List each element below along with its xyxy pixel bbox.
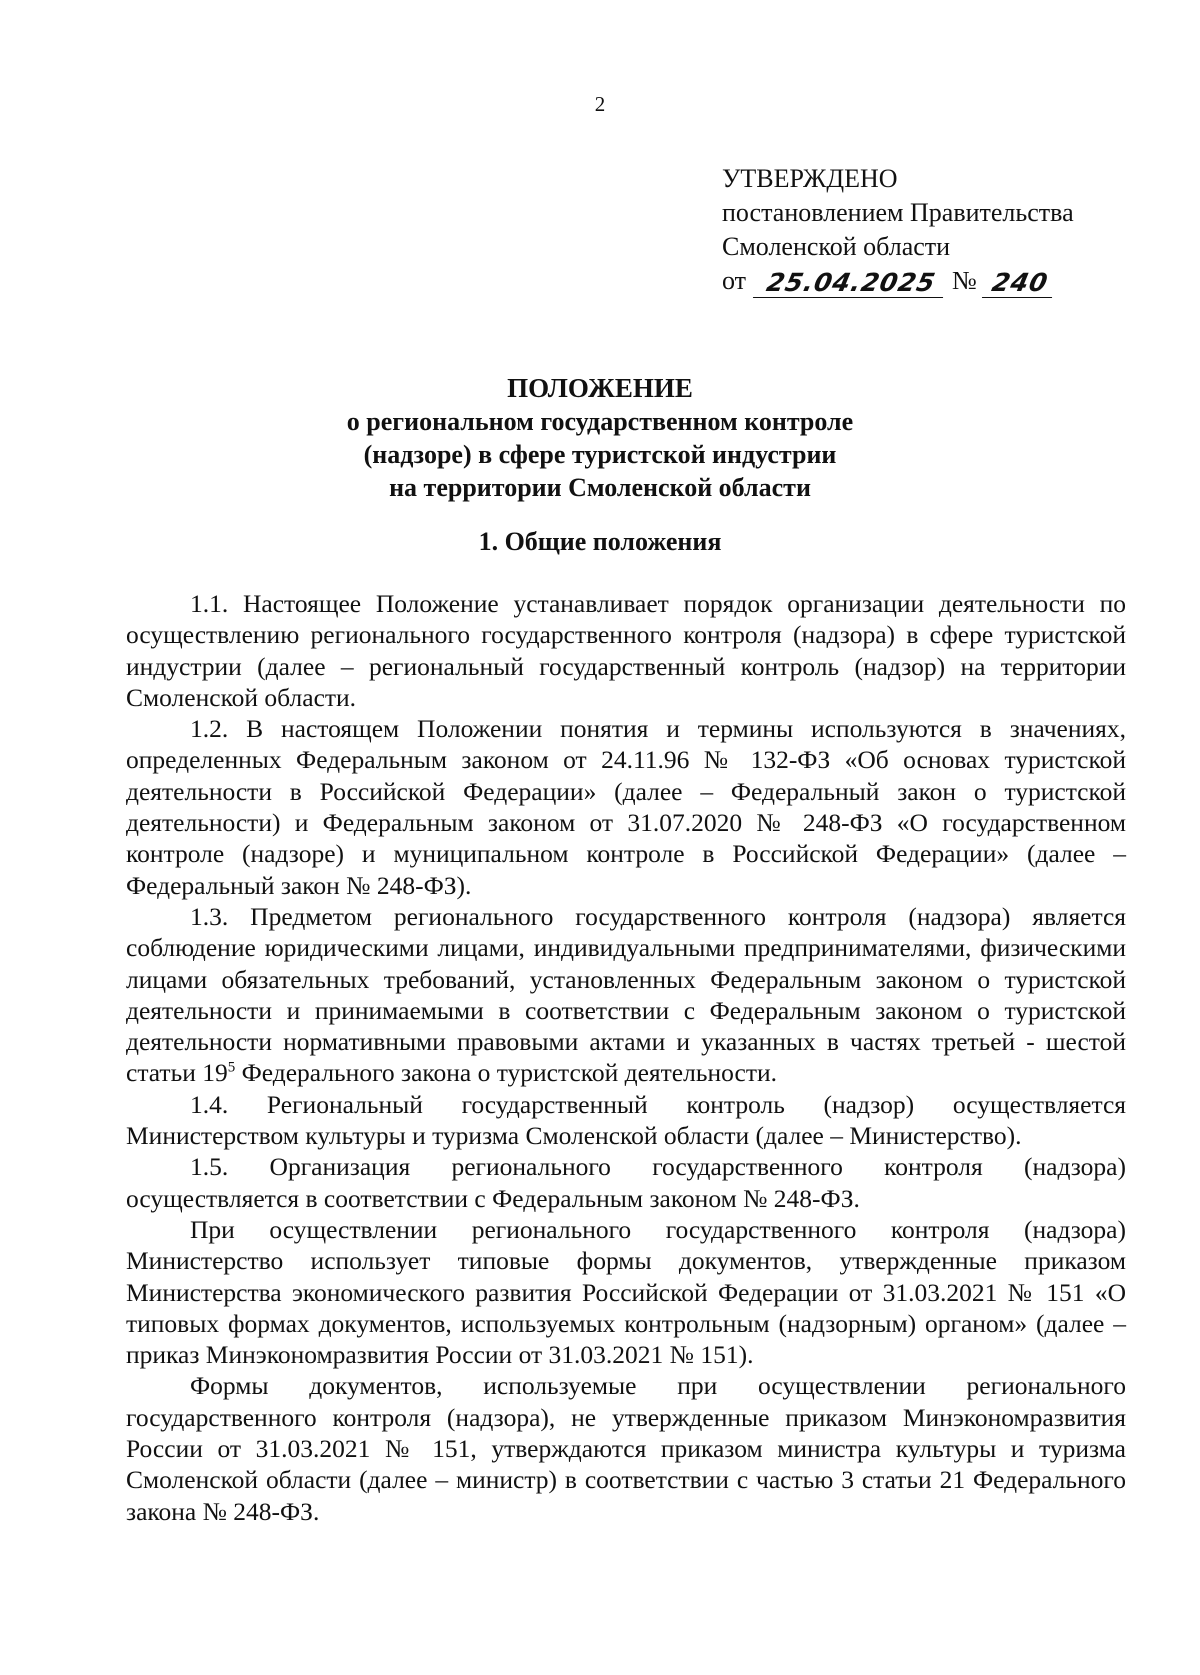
document-title [0, 372, 1200, 504]
approval-ot-label: от [722, 266, 747, 295]
paragraph-1-1: 1.1. Настоящее Положение устанавливает порядок организации деятельности по осуществлению регионального государственного контроля (надзора) в сфере туристской индустрии (далее – региональный государственный контроль (надзор) на территории Смоленской области. [126, 589, 1126, 712]
approval-number-sign: № [952, 266, 977, 295]
title-line-3: на территории Смоленской области [389, 473, 811, 502]
approval-line-2: Смоленской области [722, 232, 951, 261]
handwritten-date: 25.04.2025 [753, 269, 949, 298]
paragraph-1-3 [126, 901, 1126, 1089]
paragraph-1-5-c: Формы документов, используемые при осуществлении регионального государственного контроля (надзора), не утвержденные приказом Минэкономразвития России от 31.03.2021 № 151, утверждаются приказом министра культуры и туризма Смоленской области (далее – министр) в соответствии с частью 3 статьи 21 Федерального закона № 248-ФЗ. [126, 1371, 1126, 1526]
title-line-1: о региональном государственном контроле [346, 407, 854, 436]
section-heading: 1. Общие положения [478, 527, 722, 556]
paragraph-1-5: 1.5. Организация регионального государственного контроля (надзора) осуществляется в соответствии с Федеральным законом № 248-ФЗ. [126, 1152, 1126, 1213]
title-main: ПОЛОЖЕНИЕ [507, 373, 693, 403]
handwritten-number: 240 [982, 269, 1058, 298]
superscript-5: 5 [227, 1059, 236, 1076]
approval-line-1: постановлением Правительства [722, 198, 1074, 227]
paragraph-1-3-tail: Федерального закона о туристской деятельности. [235, 1058, 777, 1088]
paragraph-1-5-b: При осуществлении регионального государственного контроля (надзора) Министерство использует типовые формы документов, утвержденные приказом Министерства экономического развития Российской Федерации от 31.03.2021 № 151 «О типовых формах документов, используемых контрольным (надзорным) органом» (далее – приказ Минэкономразвития России от 31.03.2021 № 151). [126, 1214, 1126, 1370]
approval-date-line [722, 264, 1074, 298]
approval-block [722, 162, 1074, 298]
title-line-2: (надзоре) в сфере туристской индустрии [363, 440, 837, 469]
section-body [126, 588, 1126, 1527]
paragraph-1-2: 1.2. В настоящем Положении понятия и термины используются в значениях, определенных Федеральным законом от 24.11.96 № 132-ФЗ «Об основах туристской деятельности в Российской Федерации» (далее – Федеральный закон о туристской деятельности) и Федеральным законом от 31.07.2020 № 248-ФЗ «О государственном контроле (надзоре) и муниципальном контроле в Российской Федерации» (далее – Федеральный закон № 248-ФЗ). [126, 714, 1126, 900]
approval-stamp: УТВЕРЖДЕНО [722, 164, 898, 193]
page-number: 2 [594, 92, 606, 116]
paragraph-1-3-text: 1.3. Предметом регионального государственного контроля (надзора) является соблюдение юридическими лицами, индивидуальными предпринимателями, физическими лицами обязательных требований, установленных Федеральным законом о туристской деятельности и принимаемыми в соответствии с Федеральным законом о туристской деятельности нормативными правовыми актами и указанных в частях третьей - шестой статьи 19 [126, 901, 1126, 1088]
paragraph-1-4: 1.4. Региональный государственный контроль (надзор) осуществляется Министерством культуры и туризма Смоленской области (далее – Министерство). [126, 1089, 1126, 1151]
